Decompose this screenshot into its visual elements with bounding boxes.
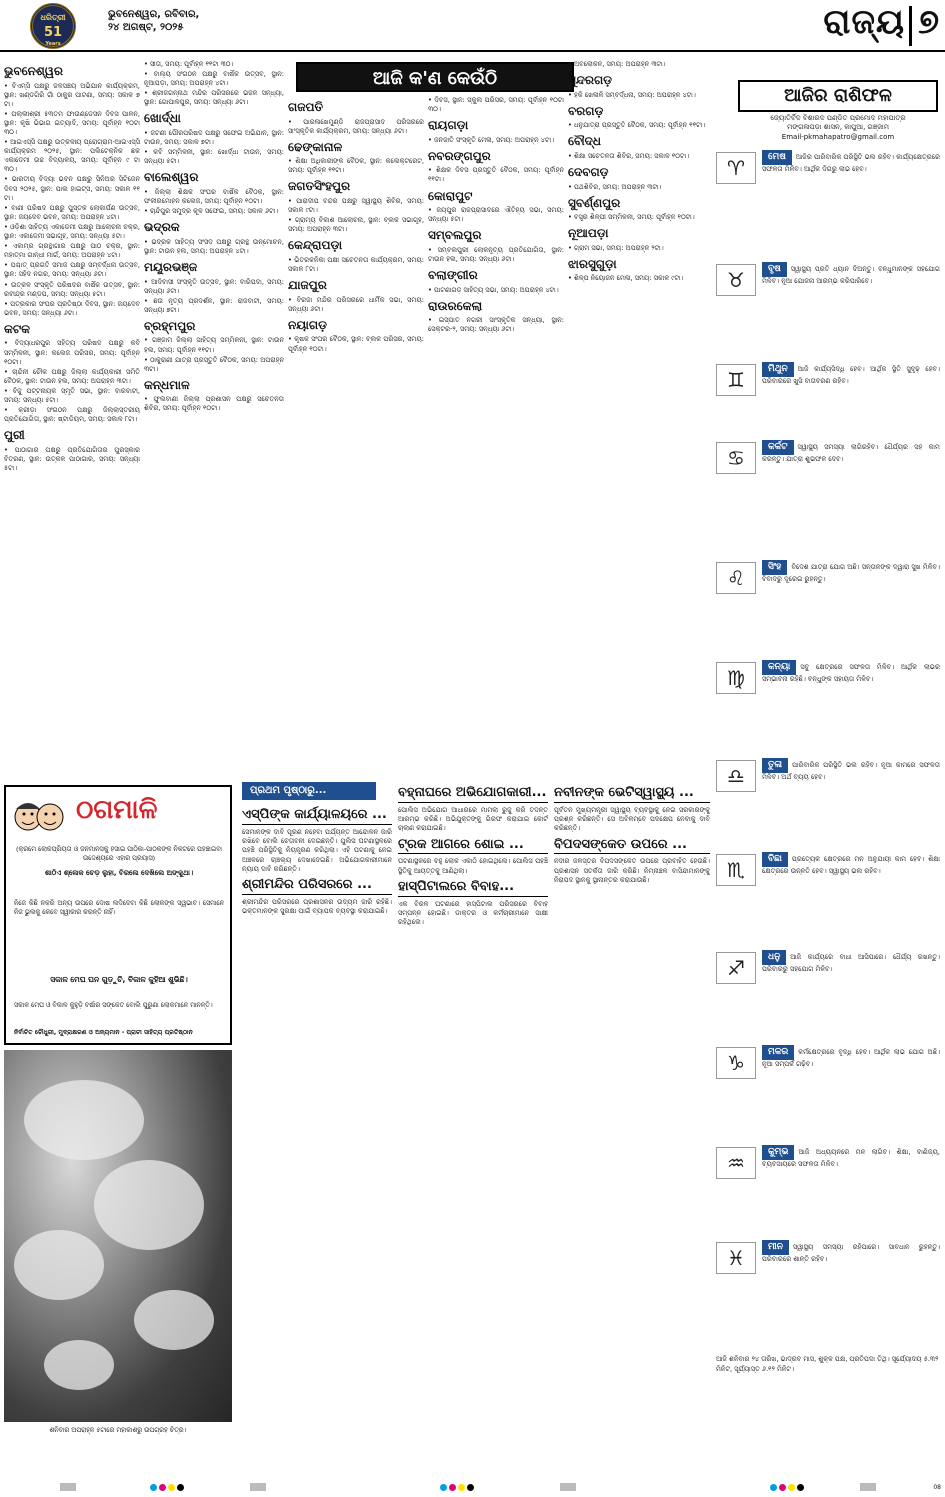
cloud-shape [14, 1230, 104, 1300]
event-entry: • ପାରଳାଖେମୁଣ୍ଡି ରାଜପ୍ରାସାଦ ପରିସରରେ ସାଂସ୍କୃତିକ କାର୍ଯ୍ୟକ୍ରମ, ସମୟ: ସନ୍ଧ୍ୟା ୬ଟା। [288, 118, 424, 136]
cloud-shape [94, 1160, 204, 1250]
story-body: ପୂର୍ବତନ ମୁଖ୍ୟମନ୍ତ୍ରୀ ସ୍ୱାସ୍ଥ୍ୟ ବ୍ୟବସ୍ଥାକୁ ନେଇ ସରକାରଙ୍କୁ ପ୍ରଶ୍ନ କରିଛନ୍ତି। ସେ ଅବିଳମ୍ବେ ପଦକ୍ଷେପ ନେବାକୁ ଦାବି କରିଛନ୍ତି। [554, 805, 710, 833]
horoscope-day-info: ଆଜି ଶନିବାର ୨୪ ତାରିଖ, ଭାଦ୍ରବ ମାସ, ଶୁକ୍ଳ ପକ୍ଷ, ପ୍ରତିପଦା ତିଥି। ସୂର୍ଯ୍ୟୋଦୟ ୫.୩୨ ମିନିଟ, ସୂର୍ଯ୍ୟାସ୍ତ ୬.୧୨ ମିନିଟ। [716, 1355, 939, 1373]
story-body: ଏକ ବିରଳ ଘଟଣାରେ ହାସ୍ପିଟାଲ ପରିସରରେ ବିବାହ ସମ୍ପନ୍ନ ହୋଇଛି। ଡାକ୍ତର ଓ କର୍ମଚାରୀମାନେ ସାକ୍ଷୀ ରହିଥିଲେ। [398, 899, 548, 927]
zodiac-3-icon: ♊ [716, 364, 756, 396]
event-entry: • ବିରଜା ମନ୍ଦିର ପରିସରରେ ଧାର୍ମିକ ସଭା, ସମୟ: ସନ୍ଧ୍ୟା ୬ଟା। [288, 296, 424, 314]
horoscope-item [716, 440, 940, 476]
horoscope-text: ଆଜି କାର୍ଯ୍ୟସିଦ୍ଧି ହେବ। ଆର୍ଥିକ ସ୍ଥିତି ସୁଦୃଢ଼ ହେବ। ପରିବାରରେ ଖୁସି ବାତାବରଣ ରହିବ। [762, 365, 940, 386]
story-body: ପୋଲିସ ଅଭିଯୋଗ ଆଧାରରେ ମାମଲା ରୁଜୁ କରି ତଦନ୍ତ ଆରମ୍ଭ କରିଛି। ଅଭିଯୁକ୍ତଙ୍କୁ ଗିରଫ କରାଯାଇ କୋର୍ଟ ଚାଲାଣ କରାଯାଇଛି। [398, 805, 548, 833]
event-entry: • ଶିକ୍ଷା ସଚେତନତା ଶିବିର, ସମୟ: ସକାଳ ୧୦ଟା। [568, 152, 708, 161]
zodiac-2-icon: ♉ [716, 264, 756, 296]
zodiac-10-icon: ♑ [716, 1047, 756, 1079]
horoscope-text: ଆଜି ଅଧ୍ୟୟନରେ ମନ ଲାଗିବ। ଶିକ୍ଷା, ବାଣିଜ୍ୟ, ବ୍ୟବସାୟରେ ସଫଳତା ମିଳିବ। [762, 1148, 940, 1169]
event-entry: • ପାଟଣାଗଡ଼ ସାହିତ୍ୟ ସଭା, ସମୟ: ଅପରାହ୍ନ ୪ଟା। [428, 286, 564, 295]
event-entry: • ପଶ୍ଚାତ୍ ପ୍ରଗତି ସମାଜ ପକ୍ଷରୁ ସମ୍ବର୍ଦ୍ଧନା ଉତ୍ସବ, ସ୍ଥାନ: ସହିଦ ନଗର, ସମୟ: ସନ୍ଧ୍ୟା ୬ଟା। [4, 261, 140, 279]
event-entry: • ଶ୍ରୀଜଗନ୍ନାଥ ମନ୍ଦିର ପରିସରରେ ଭଜନ ସନ୍ଧ୍ୟା, ସ୍ଥାନ: ଗୋପାଳପୁର, ସମୟ: ସନ୍ଧ୍ୟା ୬ଟା। [144, 89, 284, 107]
horoscope-item [716, 1145, 940, 1181]
event-entry: • ଦିବସ, ସ୍ଥାନ: ସ୍କୁଲ ପରିସର, ସମୟ: ପୂର୍ବାହ୍ନ ୧୦ଟା ୩୦। [428, 96, 564, 114]
district-heading: ରାଉରକେଲା [428, 298, 483, 313]
event-entry: • ଗ୍ରାମ୍ୟ ବିକାଶ ଆଲୋଚନା, ସ୍ଥାନ: ବ୍ଲକ ସଭାଗୃହ, ସମୟ: ଅପରାହ୍ନ ୩ଟା। [288, 216, 424, 234]
event-entry: • ଶିଳ୍ପ ନିୟୋଜନ ମେଳା, ସମୟ: ସକାଳ ୯ଟା। [568, 274, 708, 283]
events-column-2 [144, 60, 284, 778]
story-body: ସେମାନଙ୍କ ଦାବି ପୂରଣ ନହେବା ପର୍ଯ୍ୟନ୍ତ ଆନ୍ଦୋଳନ ଜାରି ରଖିବେ ବୋଲି ଚେତାବନୀ ଦେଇଛନ୍ତି। ପୁଲିସ ଘଟଣାସ୍ଥଳରେ ପହଞ୍ଚି ପରିସ୍ଥିତିକୁ ନିୟନ୍ତ୍ରଣ କରିଥିଲା। ଏହି ଘଟଣାକୁ ନେଇ ଅଞ୍ଚଳରେ ଚାଞ୍ଚଲ୍ୟ ଦେଖାଦେଇଛି। ଅଭିଯୋଗକାରୀମାନେ ନ୍ୟାୟ ଦାବି କରିଛନ୍ତି। [242, 827, 392, 874]
registration-block [250, 1483, 266, 1491]
event-entry: • ସୀତା, ସମୟ: ପୂର୍ବାହ୍ନ ୧୧ଟା ୩୦। [144, 60, 284, 69]
district-heading: ମୟୂରଭଞ୍ଜ [144, 259, 198, 274]
horoscope-author-block [738, 114, 938, 142]
event-entry: • କୃଷକ ସଂଘର ବୈଠକ, ସ୍ଥାନ: ବ୍ଲକ ପରିସର, ସମୟ: ପୂର୍ବାହ୍ନ ୧୦ଟା। [288, 335, 424, 353]
event-entry: • ଉତ୍କଳ ସଂସ୍କୃତି ପରିଷଦର ବାର୍ଷିକ ଉତ୍ସବ, ସ୍ଥାନ: ରବୀନ୍ଦ୍ର ମଣ୍ଡପ, ସମୟ: ସନ୍ଧ୍ୟା ୫ଟା। [4, 281, 140, 299]
district-heading: ବୌଦ୍ଧ [568, 134, 601, 149]
front-page-label: ପ୍ରଥମ ପୃଷ୍ଠାରୁ... [242, 782, 376, 800]
cloud-shape [134, 1290, 214, 1350]
thagamali-verse-2: ସକାଳ ମେଘ ଘନ ଗୁଡ଼ୁଚି, ବିକାଳ କୁହିଆ ଶୁଭିଛି। [50, 975, 188, 984]
event-entry: • ଚାନ୍ଦିପୁର ସମୁଦ୍ର କୂଳ ସଫେଇ, ସମୟ: ସକାଳ ୬ଟା। [144, 207, 284, 216]
events-banner: ଆଜି କ'ଣ କେଉଁଠି [296, 62, 574, 92]
event-entry: • ପାଠାଗାର ପକ୍ଷରୁ ପ୍ରତିଯୋଗିତାର ପୁରସ୍କାର ବିତରଣ, ସ୍ଥାନ: ଉତ୍କଳ ପାଠାଗାର, ସମୟ: ସନ୍ଧ୍ୟା ୫ଟା। [4, 446, 140, 473]
district-heading: ଝାରସୁଗୁଡ଼ା [568, 256, 617, 271]
logo-number: 51 [43, 24, 63, 40]
events-column-1 [4, 60, 140, 778]
event-entry: • ଭଦ୍ରକ ସାହିତ୍ୟ ସଂସଦ ପକ୍ଷରୁ ଗ୍ରନ୍ଥ ଉନ୍ମୋଚନ, ସ୍ଥାନ: ଟାଉନ ହଲ, ସମୟ: ଅପରାହ୍ନ ୪ଟା। [144, 238, 284, 256]
event-entry: • ଭାରତୀୟ ବିଦ୍ୟା ଭବନ ପକ୍ଷରୁ ସିନିଅର ସିଟିଜେନ ଦିବସ ୨୦୨୫, ସ୍ଥାନ: ପାଲ ହାଇଟ୍ସ, ସମୟ: ସକାଳ ୧୧ ଟା। [4, 175, 140, 202]
event-entry: • ଅବଲୋକନ, ସମୟ: ଅପରାହ୍ନ ୩ଟା। [568, 60, 708, 69]
story-headline: ହାସ୍ପିଟାଲରେ ବିବାହ... [398, 879, 548, 897]
event-entry: • ଆଦିବାସୀ ସଂସ୍କୃତି ଉତ୍ସବ, ସ୍ଥାନ: ବାରିପଦା, ସମୟ: ସନ୍ଧ୍ୟା ୬ଟା। [144, 278, 284, 296]
horoscope-item [716, 560, 940, 596]
horoscope-email: Email-pkmahapatro@gmail.com [781, 132, 895, 141]
thagamali-subtitle: (କ୍ରମେ ଲୋକପ୍ରିୟତା ଓ ଜନମାନସକୁ ହସାଇ ପାଠିକା-ପାଠକଙ୍କ ନିକଟରେ ପହଞ୍ଚାଇବା ଉଦ୍ଦେଶ୍ୟରେ ଏହାର ପ୍ରୟାସ) [15, 845, 223, 862]
zodiac-name: କୁମ୍ଭ [762, 1145, 794, 1160]
zodiac-12-icon: ♓ [716, 1242, 756, 1274]
district-heading: ନୟାଗଡ଼ [288, 317, 328, 332]
event-entry: • ଶିକ୍ଷକ ଦିବସ ପ୍ରସ୍ତୁତି ବୈଠକ, ସମୟ: ପୂର୍ବାହ୍ନ ୧୧ଟା। [428, 166, 564, 184]
zodiac-8-icon: ♏ [716, 854, 756, 886]
section-name: ରାଜ୍ୟ [823, 2, 905, 42]
event-entry: • ଜୟପୁର ରାଜପ୍ରାସାଦରେ ଐତିହ୍ୟ ସଭା, ସମୟ: ସନ୍ଧ୍ୟା ୫ଟା। [428, 206, 564, 224]
story-headline: ବିପଦସଙ୍କେତ ଉପରେ ... [554, 837, 710, 855]
thagamali-body-2: ସକାଳ ମେଘ ଓ ବିକାଳ କୁହୁଡ଼ି ବର୍ଷାର ସଙ୍କେତ ବୋଲି ପୁରୁଣା ଲୋକମାନେ ମାନନ୍ତି। [14, 1001, 213, 1009]
event-entry: • ପଥଶିବିର, ସମୟ: ଅପରାହ୍ନ ୩ଟା। [568, 183, 708, 192]
horoscope-item [716, 660, 940, 696]
district-heading: ବଲାଙ୍ଗୀର [428, 268, 478, 283]
zodiac-7-icon: ♎ [716, 760, 756, 792]
district-heading: ସୁବର୍ଣ୍ଣପୁର [568, 195, 621, 210]
event-entry: • ଠାକୁରାଣୀ ଯାତ୍ରା ପ୍ରସ୍ତୁତି ବୈଠକ, ସମୟ: ଅପରାହ୍ନ ୩ଟା। [144, 356, 284, 374]
district-heading: ପୁରୀ [4, 428, 25, 443]
event-entry: • ଏକାମ୍ର ଗ୍ରନ୍ଥାଗାର ପକ୍ଷରୁ ପାଠ ଚକ୍ର, ସ୍ଥାନ: ମହାତ୍ମା ଗାନ୍ଧୀ ମାର୍ଗ, ସମୟ: ଅପରାହ୍ନ ୪ଟା। [4, 242, 140, 260]
district-heading: ଭଦ୍ରକ [144, 220, 180, 235]
zodiac-4-icon: ♋ [716, 442, 756, 474]
event-entry: • ଗ୍ରାମ ସଭା, ସମୟ: ଅପରାହ୍ନ ୨ଟା। [568, 244, 708, 253]
district-heading: ବ୍ରହ୍ମପୁର [144, 318, 196, 333]
front-column-3 [554, 782, 710, 1474]
horoscope-text: ପ୍ରତ୍ୟେକ କ୍ଷେତ୍ରରେ ମନ ଅନୁଯାୟୀ କାମ ହେବ। ଶିକ୍ଷା କ୍ଷେତ୍ରରେ ଉନ୍ନତି ହେବ। ସ୍ୱାସ୍ଥ୍ୟ ଭଲ ରହିବ। [762, 855, 940, 876]
horoscope-item [716, 1045, 940, 1081]
front-column-1 [242, 804, 392, 1474]
masthead [0, 0, 945, 52]
horoscope-item [716, 852, 940, 888]
zodiac-name: କର୍କଟ [762, 440, 794, 455]
story-body: ନଦୀର ଜଳସ୍ତର ବିପଦସଙ୍କେତ ଉପରେ ପ୍ରବାହିତ ହେଉଛି। ପ୍ରଶାସନ ସତର୍କତା ଜାରି କରିଛି। ନିମ୍ନାଞ୍ଚଳ ବାସିନ୍ଦାମାନଙ୍କୁ ନିରାପଦ ସ୍ଥାନକୁ ସ୍ଥାନାନ୍ତର କରାଯାଉଛି। [554, 857, 710, 884]
zodiac-11-icon: ♒ [716, 1147, 756, 1179]
event-entry: • ଇସ୍ପାତ ନଗରୀ ସାଂସ୍କୃତିକ ସନ୍ଧ୍ୟା, ସ୍ଥାନ: ସେକ୍ଟର-୨, ସମୟ: ସନ୍ଧ୍ୟା ୬ଟା। [428, 316, 564, 334]
event-entry: • କ୍ରୀଡ଼ା ସଂଗଠନ ପକ୍ଷରୁ ଜିଲ୍ଲାସ୍ତରୀୟ ପ୍ରତିଯୋଗିତା, ସ୍ଥାନ: ଷ୍ଟାଡିୟମ, ସମୟ: ସକାଳ ୮ଟା। [4, 406, 140, 424]
story-headline: ଟ୍ରକ ଆଗରେ ଶୋଇ ... [398, 837, 548, 855]
thagamali-box [4, 785, 232, 1045]
zodiac-6-icon: ♍ [716, 662, 756, 694]
event-entry: • ବିଏମ୍‌ସି ପକ୍ଷରୁ ଜଳସଞ୍ଚୟ ଅଭିଯାନ କାର୍ଯ୍ୟକ୍ରମ, ସ୍ଥାନ: ଖଣ୍ଡଗିରି ଗାଁ ଠାକୁର ପାଟଣା, ସମୟ: ସକାଳ ୭ ଟା। [4, 82, 140, 109]
district-heading: ନୂଆପଡ଼ା [568, 226, 609, 241]
satellite-caption: ଶନିବାର ଅପରାହ୍ନ ୫ଟାରେ ମହାକାଶରୁ ଉପଗ୍ରହ ଚିତ୍ର। [49, 1426, 187, 1434]
event-entry: • ପାରାଦୀପ ବନ୍ଦର ପକ୍ଷରୁ ସ୍ୱାସ୍ଥ୍ୟ ଶିବିର, ସମୟ: ସକାଳ ୯ଟା। [288, 197, 424, 215]
district-heading: କେନ୍ଦ୍ରାପଡ଼ା [288, 238, 343, 253]
horoscope-item [716, 150, 940, 186]
newspaper-logo [30, 3, 76, 49]
district-heading: ବରଗଡ଼ [568, 103, 604, 118]
event-entry: • ଜଟଣୀ ପୌରପରିଷଦ ପକ୍ଷରୁ ସଫେଇ ଅଭିଯାନ, ସ୍ଥାନ: ଟାଉନ, ସମୟ: ସକାଳ ୭ଟା। [144, 129, 284, 147]
thagamali-body-1: ନିଜେ କିଛି ନକରି ଅନ୍ୟ ଉପରେ ଦୋଷ ଲଦିଦେବା କିଛି ଲୋକଙ୍କ ସ୍ୱଭାବ। ସେମାନେ ନିଜ ଭୁଲକୁ କେବେ ସ୍ୱୀକାର କରନ୍ତି ନାହିଁ। [14, 899, 224, 917]
logo-name: ଧରିତ୍ରୀ [40, 13, 66, 22]
registration-block [860, 1483, 876, 1491]
event-entry: • ଜନଜାତି ସଂସ୍କୃତି ମେଳା, ସମୟ: ଅପରାହ୍ନ ୪ଟା। [428, 136, 564, 145]
district-heading: କଟକ [4, 321, 31, 336]
event-entry: • ଚାନ୍ଦିନୀ ଚୌକ ପକ୍ଷରୁ ଜିଲ୍ଲା କାର୍ଯ୍ୟକାରୀ ସମିତି ବୈଠକ, ସ୍ଥାନ: ଟାଉନ ହଲ, ସମୟ: ଅପରାହ୍ନ ୩ଟା। [4, 368, 140, 386]
satellite-image [4, 1050, 232, 1422]
page-code: 08 [933, 1484, 941, 1491]
color-dots [150, 1484, 186, 1494]
zodiac-name: କନ୍ୟା [762, 660, 796, 675]
story-headline: ବହ୍ନାଘରେ ଅଭିଯୋଗକାରୀ... [398, 785, 548, 803]
event-entry: • ଫୁଲବାଣୀ ଜିଲ୍ଲା ପ୍ରଶାସନ ପକ୍ଷରୁ ସଚେତନତା ଶିବିର, ସମୟ: ପୂର୍ବାହ୍ନ ୧୦ଟା। [144, 395, 284, 413]
event-entry: • କବି ସମ୍ମିଳନୀ, ସ୍ଥାନ: ଖୋର୍ଦ୍ଧା ଟାଉନ, ସମୟ: ସନ୍ଧ୍ୟା ୫ଟା। [144, 148, 284, 166]
zodiac-name: ମେଷ [762, 150, 792, 165]
event-entry: • ବାଣୀ ପରିଷଦ ପକ୍ଷରୁ ପୁସ୍ତକ ଲୋକାର୍ପଣ ଉତ୍ସବ, ସ୍ଥାନ: ଜୟଦେବ ଭବନ, ସମୟ: ଅପରାହ୍ନ ୪ଟା। [4, 204, 140, 222]
event-entry: • ସମ୍ବଲପୁରୀ ଲୋକନୃତ୍ୟ ପ୍ରତିଯୋଗିତା, ସ୍ଥାନ: ଟାଉନ ହଲ, ସମୟ: ସନ୍ଧ୍ୟା ୬ଟା। [428, 246, 564, 264]
story-body: ଘଟଣାସ୍ଥଳରେ ବହୁ ଲୋକ ଏକାଠି ହୋଇଥିଲେ। ପୋଲିସ ପହଞ୍ଚି ସ୍ଥିତିକୁ ଆୟତ୍ତକୁ ଆଣିଥିଲା। [398, 857, 548, 875]
page-number: ୭ [918, 2, 939, 42]
event-entry: • ଗଞ୍ଜାମ ଜିଲ୍ଲା ସାହିତ୍ୟ ସମ୍ମିଳନୀ, ସ୍ଥାନ: ଟାଉନ ହଲ, ସମୟ: ପୂର୍ବାହ୍ନ ୧୧ଟା। [144, 336, 284, 354]
horoscope-title: ଆଜିର ରାଶିଫଳ [738, 80, 938, 112]
horoscope-text: ସ୍ୱାସ୍ଥ୍ୟ ସମସ୍ୟା ଲାଗିରହିବ। ଧୈର୍ଯ୍ୟର ସହ କାମ କରନ୍ତୁ। ଯାତ୍ରା ଶୁଭଫଳ ଦେବ। [762, 443, 940, 464]
cloud-shape [44, 1340, 114, 1390]
horoscope-text: ସବୁ କ୍ଷେତ୍ରରେ ସଫଳତା ମିଳିବ। ଆର୍ଥିକ ଲାଭର ସମ୍ଭାବନା ରହିଛି। ବନ୍ଧୁଙ୍କ ସହାୟତା ମିଳିବ। [762, 663, 940, 684]
print-registration-marks [0, 1480, 945, 1497]
events-column-4 [428, 96, 564, 778]
front-column-2 [398, 782, 548, 1474]
events-column-5 [568, 60, 708, 778]
district-heading: ବାଲେଶ୍ୱର [144, 170, 199, 185]
horoscope-author: ଜ୍ୟୋତିର୍ବିଦ ବିଶାରଦ ପଣ୍ଡିତ ପ୍ରମୋଦ ମହାପାତ୍ର [770, 114, 906, 122]
zodiac-name: ବୃଷ [762, 262, 787, 277]
district-heading: କନ୍ଧମାଳ [144, 377, 190, 392]
district-heading: ଖୋର୍ଦ୍ଧା [144, 111, 181, 126]
district-heading: ଜଗତସିଂହପୁର [288, 179, 351, 194]
district-heading: ନବରଙ୍ଗପୁର [428, 148, 491, 163]
horoscope-address: ମଙ୍ଗଳାପଡ଼ା ଶାସନ, କାପୁଆ, ଗଞ୍ଜାମ [787, 123, 889, 132]
story-body: ଶ୍ରୀମନ୍ଦିର ପରିସରରେ ପ୍ରଶାସନର ଉଦ୍ୟମ ଜାରି ରହିଛି। ଭକ୍ତମାନଙ୍କ ସୁରକ୍ଷା ପାଇଁ ବ୍ୟାପକ ବ୍ୟବସ୍ଥା କରାଯାଇଛି। [242, 897, 392, 916]
horoscope-text: ଆଜିର ପାରିବାରିକ ପରିସ୍ଥିତି ଭଲ ରହିବ। କାର୍ଯ୍ୟକ୍ଷେତ୍ରରେ ସଫଳତା ମିଳିବ। ଆର୍ଥିକ ଦିଗରୁ ଲାଭ ହେବ। [762, 153, 940, 174]
horoscope-item [716, 1240, 940, 1276]
event-entry: • ବିଜୁ ପଟ୍ଟନାୟକ ସ୍ମୃତି ସଭା, ସ୍ଥାନ: ବାରବାଟୀ, ସମୟ: ସନ୍ଧ୍ୟା ୫ଟା। [4, 387, 140, 405]
zodiac-name: ସିଂହ [762, 560, 787, 575]
thagamali-credit: ନିର୍ବାଚିତ ଚୌଧୁରୀ, ମୁଦ୍ରାକ୍ଷରଣ ଓ ଅନ୍ୟମାନ - ପ୍ରାଚୀ ସାହିତ୍ୟ ପ୍ରତିଷ୍ଠାନ [14, 1029, 193, 1036]
event-entry: • ଜିଲ୍ଲା ଶିକ୍ଷକ ସଂଘର ବାର୍ଷିକ ବୈଠକ, ସ୍ଥାନ: ଫକୀରମୋହନ କଲେଜ, ସମୟ: ପୂର୍ବାହ୍ନ ୧୦ଟା। [144, 188, 284, 206]
district-heading: ସୁନ୍ଦରଗଡ଼ [568, 73, 613, 88]
district-heading: କୋରାପୁଟ [428, 188, 473, 203]
zodiac-name: ମିଥୁନ [762, 362, 794, 377]
section-divider [909, 6, 912, 46]
events-column-3 [288, 96, 424, 778]
dateline-date: ୨୪ ଅଗଷ୍ଟ, ୨୦୨୫ [108, 22, 184, 33]
district-heading: ସମ୍ବଲପୁର [428, 228, 482, 243]
district-heading: ଗଜପତି [288, 100, 324, 114]
event-entry: • ବିଦ୍ୟାଧରପୁର ସହିତ୍ୟ ପରିଷଦ ପକ୍ଷରୁ କବି ସମ୍ମିଳନୀ, ସ୍ଥାନ: କଲେଜ ପରିସର, ସମୟ: ପୂର୍ବାହ୍ନ ୧୦ଟା। [4, 339, 140, 366]
zodiac-1-icon: ♈ [716, 152, 756, 184]
event-entry: • ଶିକ୍ଷା ଅଧିକାରୀଙ୍କ ବୈଠକ, ସ୍ଥାନ: କଲେକ୍ଟରେଟ, ସମୟ: ପୂର୍ବାହ୍ନ ୧୧ଟା। [288, 157, 424, 175]
cartoon-faces-icon [12, 795, 66, 839]
horoscope-text: ପାରିବାରିକ ପରିସ୍ଥିତି ଭଲ ରହିବ। ନୂଆ କାମରେ ସଫଳତା ମିଳିବ। ଅର୍ଥ ବ୍ୟୟ ହେବ। [762, 761, 940, 782]
horoscope-item [716, 262, 940, 298]
dateline-place: ଭୁବନେଶ୍ୱର, ରବିବାର, [108, 9, 200, 20]
horoscope-item [716, 362, 940, 398]
horoscope-text: ସ୍ୱାସ୍ଥ୍ୟ ସମସ୍ୟା ରହିପାରେ। ସାବଧାନ ରୁହନ୍ତୁ। ପରିବାରରେ ଶାନ୍ତି ରହିବ। [762, 1243, 940, 1264]
horoscope-text: ଆଜି କାର୍ଯ୍ୟରେ ବାଧା ଆସିପାରେ। ଧୈର୍ଯ୍ୟ ରଖନ୍ତୁ। ପରିବାରରୁ ସହଯୋଗ ମିଳିବ। [762, 953, 940, 974]
story-headline: ଏସ୍‌ପିଙ୍କ କାର୍ଯ୍ୟାଳୟରେ ... [242, 807, 392, 825]
event-entry: • ପତ୍ରକାର ସଂଘର ପ୍ରତିଷ୍ଠା ଦିବସ, ସ୍ଥାନ: ଜୟଦେବ ଭବନ, ସମୟ: ସନ୍ଧ୍ୟା ୬ଟା। [4, 300, 140, 318]
event-entry: • ଓଡ଼ିଶା ସାହିତ୍ୟ ଏକାଡେମୀ ପକ୍ଷରୁ ଆଲୋଚନା ଚକ୍ର, ସ୍ଥାନ: ଏକାଡେମୀ ସଭାଗୃହ, ସମୟ: ସନ୍ଧ୍ୟା ୫ଟା। [4, 223, 140, 241]
zodiac-5-icon: ♌ [716, 562, 756, 594]
event-entry: • ଭିତରକନିକା ପକ୍ଷୀ ସଚେତନତା କାର୍ଯ୍ୟକ୍ରମ, ସମୟ: ସକାଳ ୮ଟା। [288, 256, 424, 274]
story-headline: ନବୀନଙ୍କ ଭେଟିସ୍ୱାସ୍ଥ୍ୟ ... [554, 785, 710, 803]
district-heading: ଭୁବନେଶ୍ୱର [4, 64, 63, 78]
horoscope-item [716, 758, 940, 794]
color-dots [440, 1484, 476, 1494]
event-entry: • ବସ୍ତ୍ର ଶିଳ୍ପୀ ସମ୍ମିଳନୀ, ସମୟ: ପୂର୍ବାହ୍ନ ୧୦ଟା। [568, 213, 708, 222]
district-heading: ଢେଙ୍କାନାଳ [288, 139, 343, 154]
event-entry: • ଧନୁଯାତ୍ରା ପ୍ରସ୍ତୁତି ବୈଠକ, ସମୟ: ପୂର୍ବାହ୍ନ ୧୧ଟା। [568, 121, 708, 130]
registration-block [60, 1483, 76, 1491]
thagamali-title: ଠଗମାଳି [76, 795, 158, 825]
thagamali-verse-1: ଶାଠିଏ ଶ୍ଳୋକ ଚେଡ଼ ଲୁହା, ବିରଲେ ଦେଖିଲେ ଅଙ୍କୁଥା। [44, 869, 194, 877]
horoscope-text: ସ୍ୱାସ୍ଥ୍ୟ ପ୍ରତି ଧ୍ୟାନ ଦିଅନ୍ତୁ। ବନ୍ଧୁମାନଙ୍କ ସହଯୋଗ ମିଳିବ। ନୂଆ ଯୋଜନା ଆରମ୍ଭ କରିପାରିବେ। [762, 265, 940, 286]
event-entry: • ବାଲ୍ୟ ସଂଗଠନ ପକ୍ଷରୁ ବାର୍ଷିକ ଉତ୍ସବ, ସ୍ଥାନ: ନୂଆପଡ଼ା, ସମୟ: ଅପରାହ୍ନ ୪ଟା। [144, 70, 284, 88]
event-entry: • ହକି ଖେଳାଳି ସମ୍ବର୍ଦ୍ଧନା, ସମୟ: ଅପରାହ୍ନ ୪ଟା। [568, 91, 708, 100]
event-entry: • ଛଉ ନୃତ୍ୟ ପ୍ରଦର୍ଶନ, ସ୍ଥାନ: ରାଜବାଟୀ, ସମୟ: ସନ୍ଧ୍ୟା ୭ଟା। [144, 297, 284, 315]
zodiac-name: ଧନୁ [762, 950, 786, 965]
zodiac-name: ମକର [762, 1045, 794, 1060]
horoscope-text: କର୍ମକ୍ଷେତ୍ରରେ ବୃଦ୍ଧି ହେବ। ଆର୍ଥିକ ଲାଭ ଯୋଗ ଅଛି। ନୂଆ ସମ୍ପର୍କ ଗଢ଼ିବ। [762, 1048, 940, 1069]
district-heading: ଯାଜପୁର [288, 278, 327, 293]
horoscope-item [716, 950, 940, 986]
registration-block [560, 1483, 576, 1491]
zodiac-name: ବିଛା [762, 852, 788, 867]
event-entry: • ପଲ୍ଲୀଶ୍ରୀ ୫୩ତମ ଫାଉଣ୍ଡେସନ ଦିବସ ପାଳନ, ସ୍ଥାନ: କୃଷି ଭିଭାଗ ଇତ୍ୟାଦି, ସମୟ: ପୂର୍ବାହ୍ନ ୧୦ଟା ୩୦। [4, 110, 140, 137]
horoscope-text: ବିଦେଶ ଯାତ୍ରା ଯୋଗ ଅଛି। ସନ୍ତାନଙ୍କ ଦ୍ୱାରା ସୁଖ ମିଳିବ। ବିବାଦରୁ ଦୂରେଇ ରୁହନ୍ତୁ। [762, 563, 940, 584]
color-dots [770, 1484, 806, 1494]
zodiac-9-icon: ♐ [716, 952, 756, 984]
dateline [108, 8, 199, 34]
zodiac-name: ମୀନ [762, 1240, 789, 1255]
event-entry: • ଆଇଏସ୍‌ସି ପକ୍ଷରୁ ଉତ୍କଳୀୟ ପ୍ରୋଗ୍ରାମ-ଆଇଏସ୍‌ସି କାର୍ଯ୍ୟକ୍ରମ ୨୦୨୫, ସ୍ଥାନ: ପଲିଟେକ୍ନିକ ଛକ ଏକାଡେମୀ ଉଚ୍ଚ ବିଦ୍ୟାଳୟ, ସମୟ: ପୂର୍ବାହ୍ନ ୯ ଟା ୩୦। [4, 138, 140, 174]
story-headline: ଶ୍ରୀମନ୍ଦିର ପରିସରରେ ... [242, 877, 392, 895]
district-heading: ଦେବଗଡ଼ [568, 165, 609, 180]
zodiac-name: ତୁଳା [762, 758, 788, 773]
cloud-shape [24, 1080, 144, 1160]
logo-years: Years [45, 41, 61, 48]
district-heading: ରାୟଗଡ଼ା [428, 118, 469, 133]
